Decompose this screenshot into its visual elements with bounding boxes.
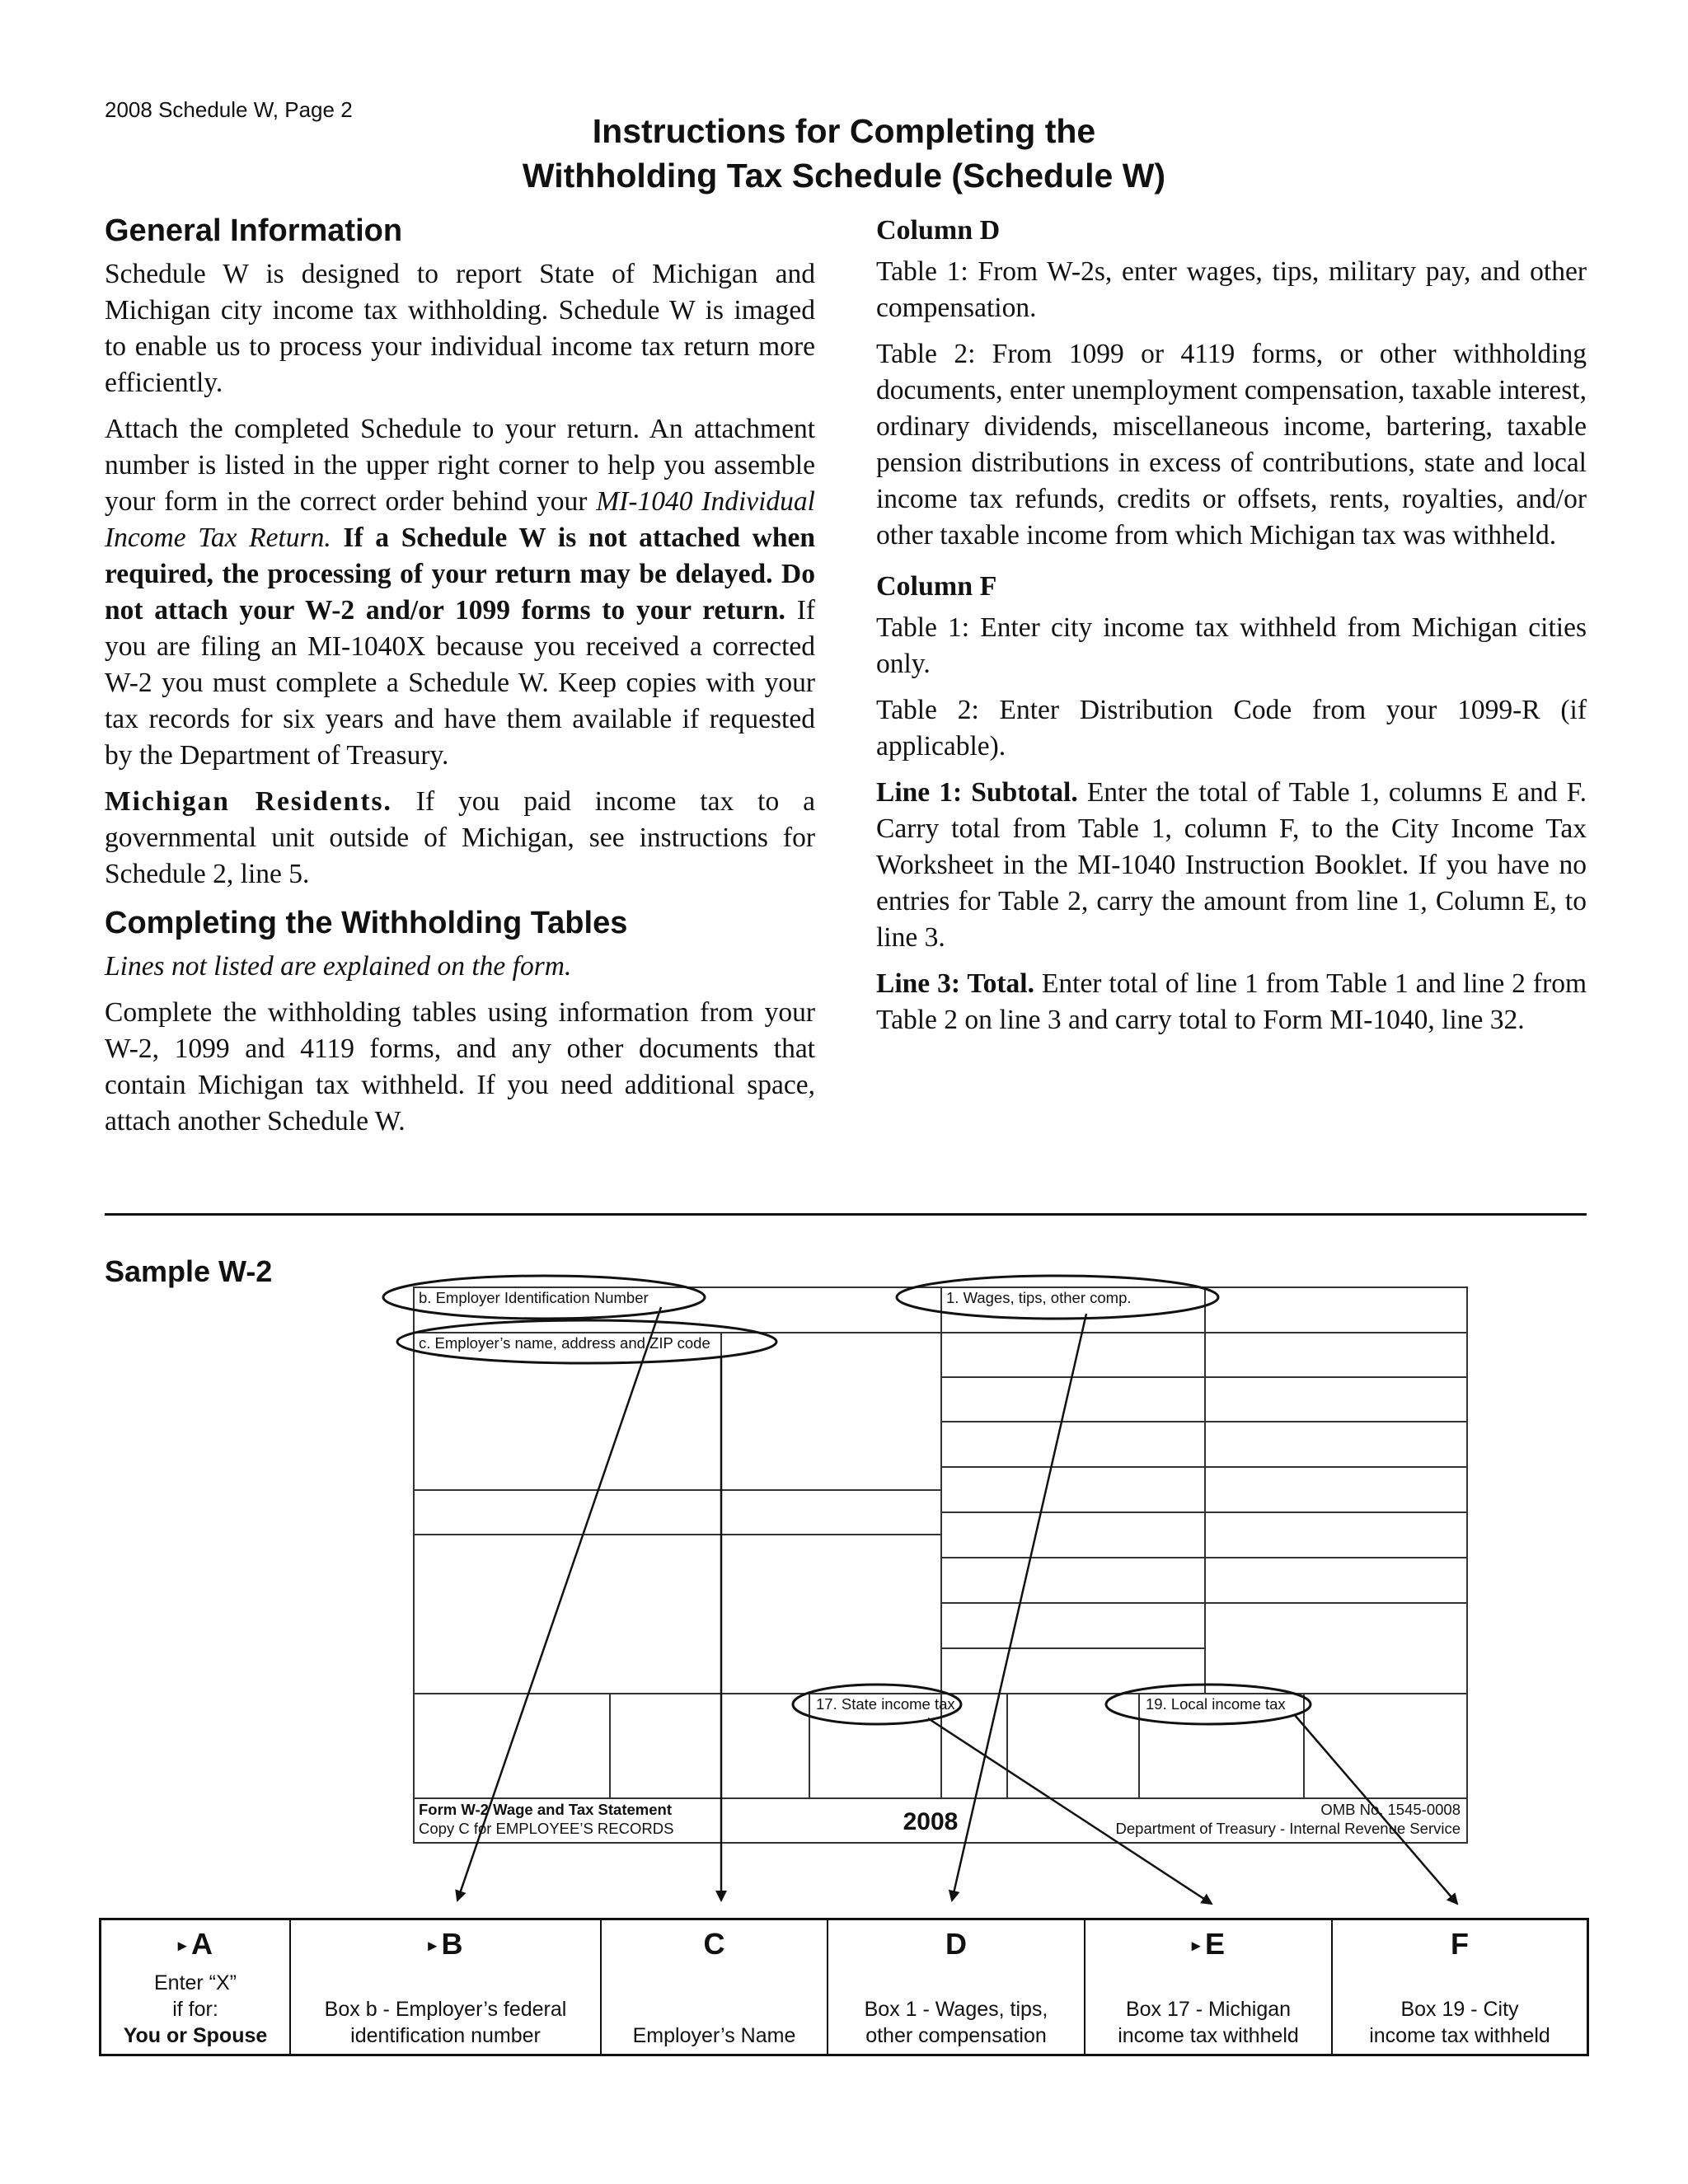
column-f-table2: Table 2: Enter Distribution Code from your 1099-R (if applicable). — [876, 695, 1587, 762]
line-1-text: Enter the total of Table 1, columns E and F. Carry total from Table 1, column F, to the City Income Tax Worksheet in the MI-1040 Instruction Booklet. If you have no entries for Table 2, carry the amount from line 1, Column E, to line 3. — [876, 777, 1587, 953]
column-e — [1085, 1920, 1333, 2054]
column-e-desc: Box 17 - Michigan income tax withheld — [1118, 1998, 1299, 2047]
column-a-letter: ▸ A — [177, 1927, 213, 1961]
column-e-letter: ▸ E — [1191, 1927, 1226, 1961]
column-d-table2: Table 2: From 1099 or 4119 forms, or other withholding documents, enter unemployment compensation, taxable interest, ordinary dividends, miscellaneous income, bartering, taxable pension distributions in excess of contributions, state and local income tax refunds, credits or offsets, rents, royalties, and/or other taxable income from which Michigan tax was withheld. — [876, 339, 1587, 551]
general-information-heading: General Information — [105, 213, 403, 248]
column-d-table1: Table 1: From W-2s, enter wages, tips, military pay, and other compensation. — [876, 256, 1587, 323]
form-name: Form W-2 Wage and Tax Statement — [419, 1801, 672, 1818]
p2-bold: If a Schedule W is not attached when required, the processing of your return may be delayed. Do not attach your W-2 and/or 1099 forms to your return. — [105, 523, 816, 626]
column-c-desc: Employer’s Name — [632, 2024, 796, 2047]
column-c — [602, 1920, 828, 2054]
column-d — [828, 1920, 1085, 2054]
irs-department: Department of Treasury - Internal Revenue Service — [1115, 1820, 1461, 1837]
page-header: 2008 Schedule W, Page 2 — [105, 97, 353, 122]
line-3-label: Line 3: Total. — [876, 968, 1034, 999]
column-f-desc: Box 19 - City income tax withheld — [1369, 1998, 1550, 2047]
column-f-table1: Table 1: Enter city income tax withheld from Michigan cities only. — [876, 612, 1587, 679]
column-d-letter: D — [945, 1927, 967, 1961]
column-f-letter: F — [1451, 1927, 1469, 1961]
column-d-heading: Column D — [876, 215, 1001, 246]
form-year: 2008 — [903, 1808, 959, 1835]
p2-text-b: If you are filing an MI-1040X because you received a corrected W-2 you must complete a Schedule W. Keep copies with your tax records for six years and have them available if requested by the Department of Treasury. — [105, 595, 816, 771]
title-line-2: Withholding Tax Schedule (Schedule W) — [522, 157, 1166, 194]
p2-text-a: Attach the completed Schedule to your return. An attachment number is listed in the upper right corner to help you assemble your form in the correct order behind your — [105, 414, 815, 517]
box-1-label: 1. Wages, tips, other comp. — [946, 1289, 1132, 1306]
column-b-letter: ▸ B — [428, 1927, 463, 1961]
line-3-text: Enter total of line 1 from Table 1 and line 2 from Table 2 on line 3 and carry total to Form MI-1040, line 32. — [876, 968, 1587, 1035]
tables-paragraph: Complete the withholding tables using information from your W-2, 1099 and 4119 forms, and any other documents that contain Michigan tax withheld. If you need additional space, attach another Schedule W. — [105, 997, 815, 1137]
tables-note-text: Lines not listed are explained on the form. — [105, 951, 572, 982]
box-19-label: 19. Local income tax — [1146, 1695, 1286, 1713]
p3-text: If you paid income tax to a governmental unit outside of Michigan, see instructions for Schedule 2, line 5. — [105, 786, 815, 889]
triangle-icon: ▸ — [428, 1937, 437, 1955]
schedule-columns-table — [99, 1918, 1589, 2056]
column-a-desc: Enter “X” if for: You or Spouse — [123, 1971, 268, 2047]
arrow-to-e — [928, 1718, 1212, 1904]
triangle-icon: ▸ — [1191, 1937, 1201, 1955]
column-b-desc: Box b - Employer’s federal identification number — [324, 1998, 567, 2047]
omb-number: OMB No. 1545-0008 — [1320, 1801, 1461, 1818]
box-c-label: c. Employer’s name, address and ZIP code — [419, 1334, 710, 1352]
column-d-desc: Box 1 - Wages, tips, other compensation — [864, 1998, 1048, 2047]
arrow-to-d — [952, 1314, 1086, 1900]
box-17-label: 17. State income tax — [816, 1695, 955, 1713]
withholding-tables-heading: Completing the Withholding Tables — [105, 906, 628, 940]
column-f — [1333, 1920, 1587, 2054]
general-paragraph-1: Schedule W is designed to report State of Michigan and Michigan city income tax withholding. Schedule W is imaged to enable us to process your individual income tax return more efficiently. — [105, 259, 815, 398]
p2-italic: MI-1040 Individual Income Tax Return. — [105, 486, 815, 553]
michigan-residents-label: Michigan Residents. — [105, 786, 392, 817]
copy-line: Copy C for EMPLOYEE’S RECORDS — [419, 1820, 674, 1837]
box-b-label: b. Employer Identification Number — [419, 1289, 649, 1306]
triangle-icon: ▸ — [177, 1937, 187, 1955]
line-1-label: Line 1: Subtotal. — [876, 777, 1078, 808]
column-b — [291, 1920, 602, 2054]
column-a — [101, 1920, 291, 2054]
column-f-heading: Column F — [876, 571, 997, 602]
sample-w2-label: Sample W-2 — [105, 1254, 273, 1288]
title-line-1: Instructions for Completing the — [592, 112, 1096, 150]
column-c-letter: C — [703, 1927, 725, 1961]
